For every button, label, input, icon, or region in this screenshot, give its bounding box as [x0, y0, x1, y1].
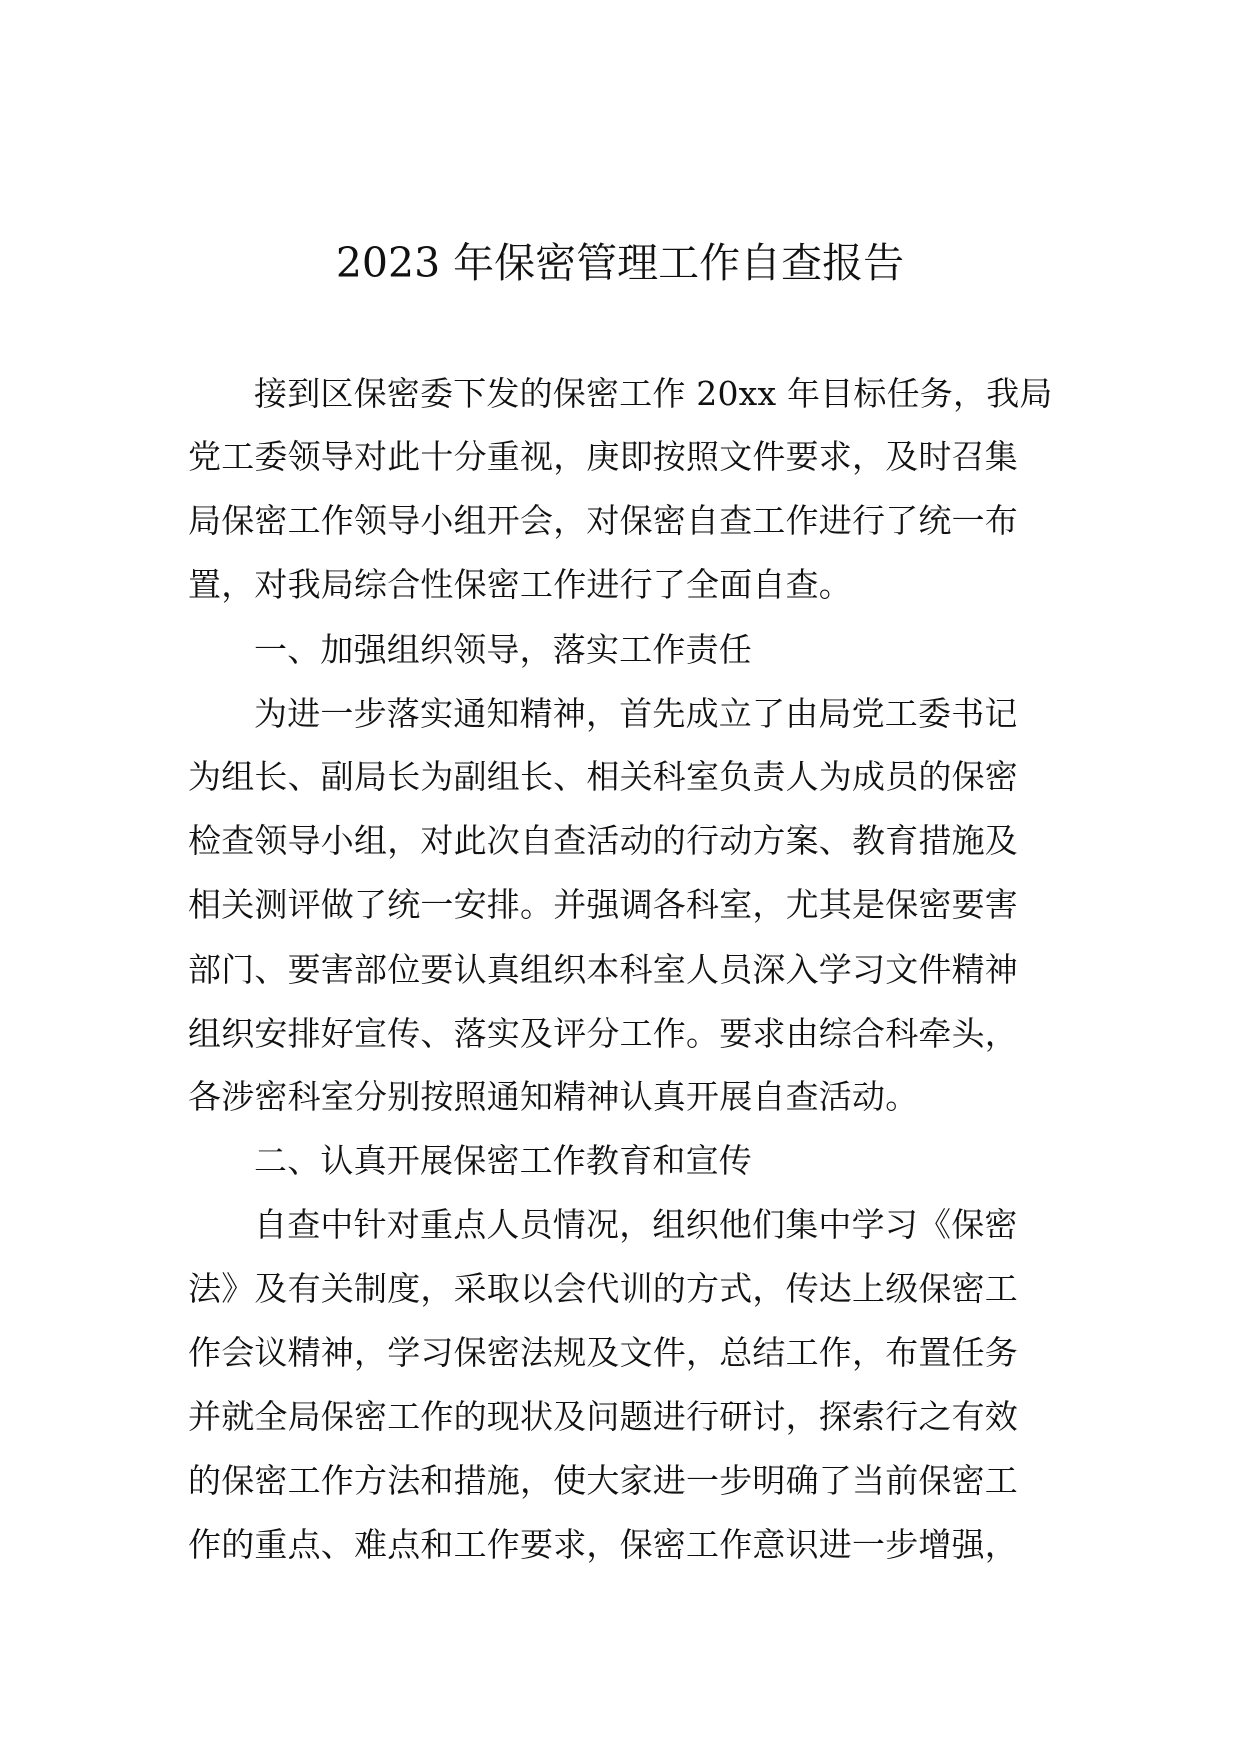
paragraph-2-line-1: 为进一步落实通知精神，首先成立了由局党工委书记	[254, 694, 1018, 733]
paragraph-1-line-2: 党工委领导对此十分重视，庚即按照文件要求，及时召集	[188, 437, 1018, 476]
paragraph-1-line-1: 接到区保密委下发的保密工作 20xx 年目标任务，我局	[254, 374, 1053, 413]
paragraph-1-line-3: 局保密工作领导小组开会，对保密自查工作进行了统一布	[188, 501, 1018, 540]
paragraph-3-line-5: 的保密工作方法和措施，使大家进一步明确了当前保密工	[188, 1461, 1018, 1500]
section-heading-2: 二、认真开展保密工作教育和宣传	[254, 1141, 752, 1180]
paragraph-1-line-4: 置，对我局综合性保密工作进行了全面自查。	[188, 565, 852, 604]
paragraph-3-line-6: 作的重点、难点和工作要求，保密工作意识进一步增强，	[188, 1525, 1018, 1564]
paragraph-2-line-2: 为组长、副局长为副组长、相关科室负责人为成员的保密	[188, 757, 1018, 796]
paragraph-3-line-2: 法》及有关制度，采取以会代训的方式，传达上级保密工	[188, 1269, 1018, 1308]
document-title: 2023 年保密管理工作自查报告	[335, 239, 905, 287]
paragraph-3-line-3: 作会议精神，学习保密法规及文件，总结工作，布置任务	[188, 1333, 1018, 1372]
paragraph-3-line-1: 自查中针对重点人员情况，组织他们集中学习《保密	[254, 1205, 1018, 1244]
paragraph-2-line-7: 各涉密科室分别按照通知精神认真开展自查活动。	[188, 1077, 919, 1116]
section-heading-1: 一、加强组织领导，落实工作责任	[254, 630, 752, 669]
paragraph-3-line-4: 并就全局保密工作的现状及问题进行研讨，探索行之有效	[188, 1397, 1018, 1436]
paragraph-2-line-5: 部门、要害部位要认真组织本科室人员深入学习文件精神	[188, 950, 1018, 989]
paragraph-2-line-4: 相关测评做了统一安排。并强调各科室，尤其是保密要害	[188, 885, 1018, 924]
paragraph-2-line-6: 组织安排好宣传、落实及评分工作。要求由综合科牵头，	[188, 1014, 1018, 1053]
paragraph-2-line-3: 检查领导小组，对此次自查活动的行动方案、教育措施及	[188, 821, 1018, 860]
